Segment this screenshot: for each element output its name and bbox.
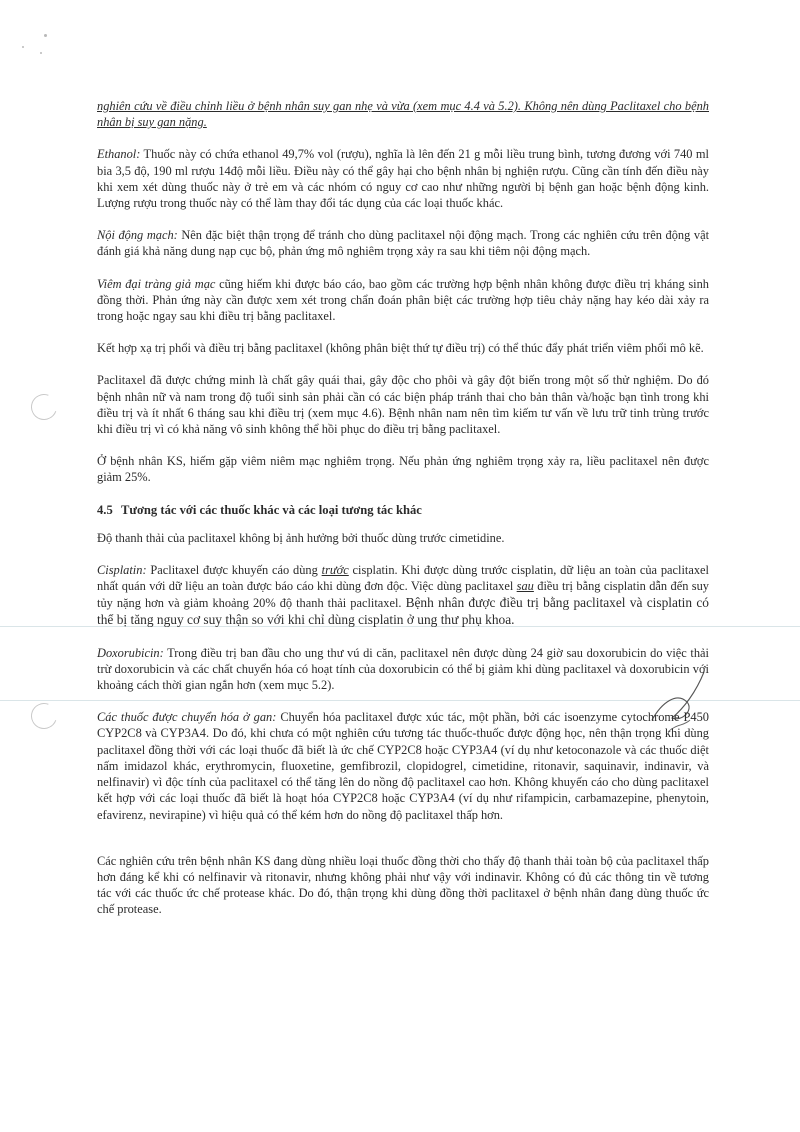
paragraph-cisplatin	[97, 562, 709, 629]
paragraph-hepatic-dosing: nghiên cứu về điều chỉnh liều ở bệnh nhân suy gan nhẹ và vừa (xem mục 4.4 và 5.2). Không nên dùng Paclitaxel cho bệnh nhân bị suy gan nặng.	[97, 99, 709, 130]
punch-hole-mark	[27, 699, 62, 734]
punch-hole-mark	[27, 390, 62, 425]
cisplatin-text-c: điều trị bằng cisplatin dẫn đến suy tủy nặng hơn và giảm khoảng 20% độ thanh thải paclitaxel.	[97, 579, 709, 611]
cisplatin-text-b: cisplatin. Khi được dùng trước cisplatin, dữ liệu an toàn của paclitaxel nhất quán với dữ liệu an toàn được báo cáo khi dùng đơn độc. Việc dùng paclitaxel	[97, 562, 709, 594]
paragraph-protease-inhibitors: Các nghiên cứu trên bệnh nhân KS đang dùng nhiều loại thuốc đồng thời cho thấy độ thanh thải toàn bộ của paclitaxel thấp hơn đáng kể khi có nelfinavir và ritonavir, nhưng không phải như vậy với indinavir. Không có đủ các thông tin về tương tác với các thuốc ức chế protease khác. Do đó, thận trọng khi dùng đồng thời paclitaxel ở bệnh nhân đang dùng thuốc ức chế protease.	[97, 853, 709, 917]
term-colitis: Viêm đại tràng giả mạc	[97, 276, 216, 291]
document-body	[97, 98, 709, 934]
paragraph-ethanol-text: Thuốc này có chứa ethanol 49,7% vol (rượu), nghĩa là lên đến 21 g mỗi liều trung bình, tương đương với 740 ml bia 3,5 độ, 190 ml rượu 14độ mỗi liều. Điều này có thể gây hại cho bệnh nhân bị nghiện rượu. Cũng cần tính đến điều này khi xem xét dùng thuốc này ở trẻ em và các nhóm có nguy cơ cao như những người bị bệnh gan hoặc bệnh động kinh. Lượng rượu trong thuốc này có thể làm thay đổi tác dụng của các loại thuốc khác.	[97, 147, 709, 211]
paragraph-intra-arterial	[97, 227, 709, 259]
paragraph-doxorubicin-text: Trong điều trị ban đầu cho ung thư vú di căn, paclitaxel nên được dùng 24 giờ sau doxorubicin do việc thải trừ doxorubicin và các chất chuyển hóa có hoạt tính của doxorubicin có thể bị giảm khi dùng paclitaxel và doxorubicin với khoảng cách thời gian ngắn hơn (xem mục 5.2).	[97, 645, 709, 693]
paragraph-teratogenic: Paclitaxel đã được chứng minh là chất gây quái thai, gây độc cho phôi và gây đột biến trong một số thử nghiệm. Do đó bệnh nhân nữ và nam trong độ tuổi sinh sản phải cần có các biện pháp tránh thai cho bản thân và/hoặc bạn tình trong khi điều trị và ít nhất 6 tháng sau khi điều trị (xem mục 4.6). Bệnh nhân nam nên tìm kiếm tư vấn về lưu trữ tinh trùng trước khi điều trị vì có khả năng vô sinh không thể hồi phục do điều trị bằng paclitaxel.	[97, 373, 709, 437]
scan-speck	[40, 52, 42, 54]
paragraph-doxorubicin	[97, 645, 709, 694]
term-doxorubicin: Doxorubicin:	[97, 645, 164, 660]
cisplatin-text-a: Paclitaxel được khuyến cáo dùng	[146, 562, 322, 577]
section-title: Tương tác với các thuốc khác và các loại tương tác khác	[121, 502, 422, 517]
term-hepatic-metabolism: Các thuốc được chuyển hóa ở gan:	[97, 710, 277, 725]
term-ethanol: Ethanol:	[97, 147, 141, 162]
paragraph-colitis-text: cũng hiếm khi được báo cáo, bao gồm các trường hợp bệnh nhân không được điều trị kháng sinh đồng thời. Phản ứng này cần được xem xét trong chẩn đoán phân biệt các trường hợp tiêu chảy nặng hay kéo dài xảy ra trong hoặc ngay sau khi điều trị bằng paclitaxel.	[97, 276, 709, 324]
scan-speck	[22, 46, 24, 48]
emphasis-before: trước	[321, 562, 349, 577]
emphasis-after: sau	[516, 579, 534, 594]
term-cisplatin: Cisplatin:	[97, 562, 147, 577]
paragraph-intra-arterial-text: Nên đặc biệt thận trọng để tránh cho dùng paclitaxel nội động mạch. Trong các nghiên cứu trên động vật đánh giá khả năng dung nạp cục bộ, phản ứng mô nghiêm trọng xảy ra sau khi tiêm nội động mạch.	[97, 228, 710, 259]
paragraph-radiotherapy: Kết hợp xạ trị phổi và điều trị bằng paclitaxel (không phân biệt thứ tự điều trị) có thể thúc đẩy phát triển viêm phổi mô kẽ.	[97, 341, 704, 356]
cisplatin-text-d: Bệnh nhân được điều trị bằng paclitaxel và cisplatin có thể bị tăng nguy cơ suy thận so với khi chỉ dùng cisplatin ở ung thư phụ khoa.	[97, 595, 709, 628]
paragraph-cimetidine: Độ thanh thải của paclitaxel không bị ảnh hưởng bởi thuốc dùng trước cimetidine.	[97, 530, 505, 545]
scan-speck	[44, 34, 47, 37]
paragraph-colitis	[97, 276, 709, 325]
term-intra-arterial: Nội động mạch:	[97, 228, 178, 243]
section-number: 4.5	[97, 502, 113, 517]
paragraph-hepatic-metabolism-text: Chuyển hóa paclitaxel được xúc tác, một phần, bởi các isoenzyme cytochrome P450 CYP2C8 và CYP3A4. Do đó, khi chưa có một nghiên cứu tương tác thuốc-thuốc được động học, nên thận trọng khi dùng paclitaxel đồng thời với các loại thuốc đã biết là ức chế CYP2C8 hoặc CYP3A4 (ví dụ như ketoconazole và các thuốc diệt nấm imidazol khác, erythromycin, fluoxetine, gemfibrozil, clopidogrel, cimetidine, ritonavir, saquinavir, indinavir, và nelfinavir) vì độc tính của paclitaxel có thể tăng lên do nồng độ paclitaxel cao hơn. Không khuyến cáo cho dùng paclitaxel kết hợp với các loại thuốc đã biết là hoạt hóa CYP2C8 hoặc CYP3A4 (ví dụ như rifampicin, carbamazepine, phenytoin, efavirenz, nevirapine) vì hiệu quả có thể kém hơn do nồng độ paclitaxel thấp hơn.	[97, 710, 710, 822]
section-heading	[97, 502, 709, 518]
paragraph-mucositis: Ở bệnh nhân KS, hiếm gặp viêm niêm mạc nghiêm trọng. Nếu phản ứng nghiêm trọng xảy ra, liều paclitaxel nên được giảm 25%.	[97, 454, 709, 485]
paragraph-hepatic-metabolism	[97, 709, 709, 822]
paragraph-ethanol	[97, 146, 709, 211]
